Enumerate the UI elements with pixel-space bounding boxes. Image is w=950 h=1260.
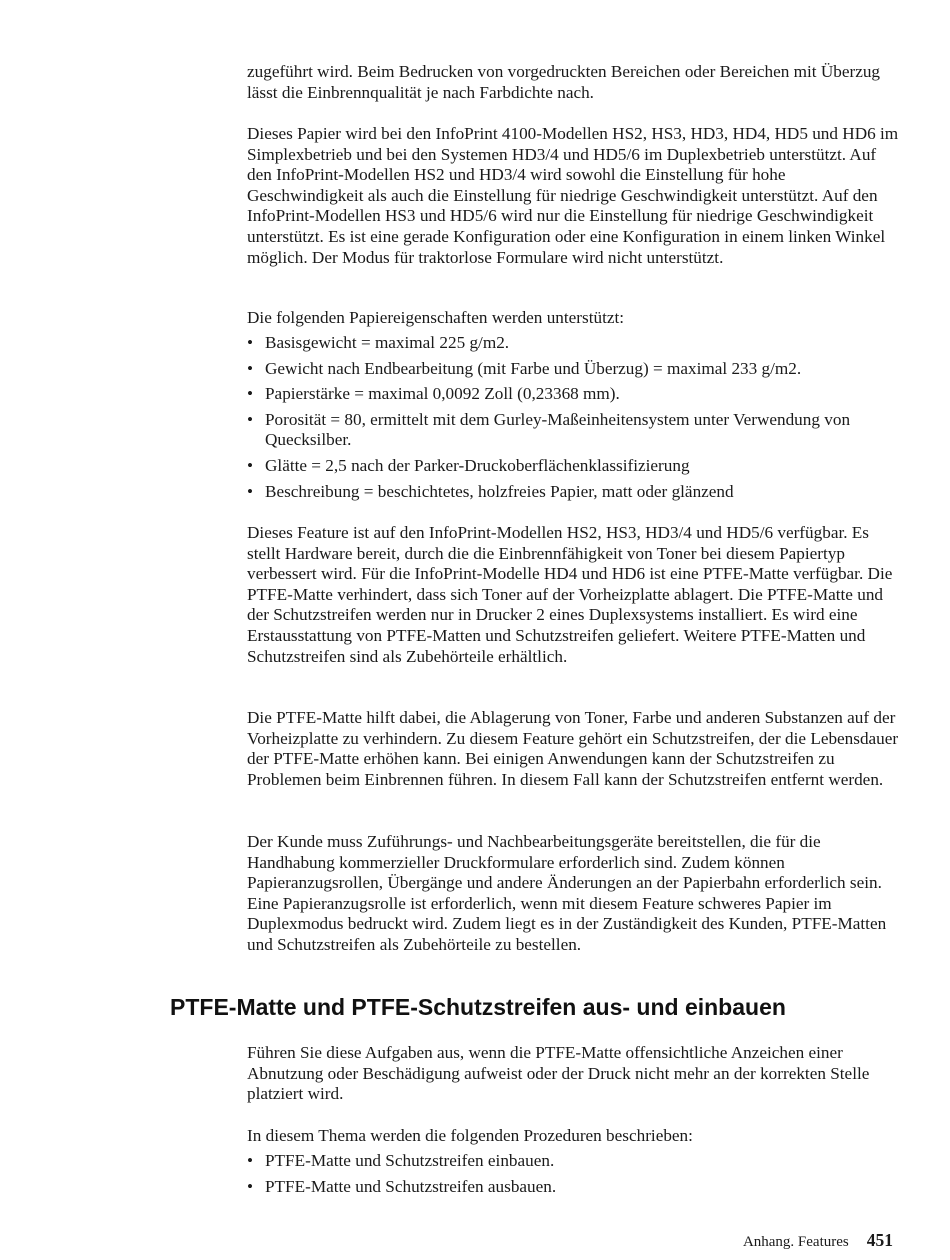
list-item: • Porosität = 80, ermittelt mit dem Gurley-Maßeinheitensystem unter Verwendung von Quecksilber. (247, 409, 851, 450)
paragraph-paper-support: Dieses Papier wird bei den InfoPrint 4100-Modellen HS2, HS3, HD3, HD4, HD5 und HD6 im Simplexbetrieb und bei den Systemen HD3/4 und HD5/6 im Duplexbetrieb unterstützt. Auf den InfoPrint-Modellen HS2 und HD3/4 wird sowohl die Einstellung für hohe Geschwindigkeit als auch die Einstellung für niedrige Geschwindigkeit unterstützt. Auf den InfoPrint-Modellen HS3 und HD5/6 wird nur die Einstellung für niedrige Geschwindigkeit unterstützt. Es ist eine gerade Konfiguration oder eine Konfiguration in einem linken Winkel möglich. Der Modus für traktorlose Formulare wird nicht unterstützt. (247, 124, 899, 267)
list-item: • PTFE-Matte und Schutzstreifen einbauen. (247, 1151, 555, 1170)
list-item: • Papierstärke = maximal 0,0092 Zoll (0,23368 mm). (247, 384, 620, 404)
paragraph-procedures-intro: In diesem Thema werden die folgenden Prozeduren beschrieben: (247, 1126, 693, 1145)
list-item: • Gewicht nach Endbearbeitung (mit Farbe und Überzug) = maximal 233 g/m2. (247, 358, 802, 378)
page-footer (743, 1229, 893, 1253)
list-item: • Glätte = 2,5 nach der Parker-Druckoberflächenklassifizierung (247, 455, 690, 475)
paragraph-feature-availability: Dieses Feature ist auf den InfoPrint-Modellen HS2, HS3, HD3/4 und HD5/6 verfügbar. Es stellt Hardware bereit, durch die die Einbrennfähigkeit von Toner bei diesem Papiertyp verbessert wird. Für die InfoPrint-Modelle HD4 und HD6 ist eine PTFE-Matte verfügbar. Die PTFE-Matte verhindert, dass sich Toner auf der Vorheizplatte ablagert. Die PTFE-Matte und der Schutzstreifen werden nur in Drucker 2 eines Duplexsystems installiert. Es wird eine Erstausstattung von PTFE-Matten und Schutzstreifen geliefert. Weitere PTFE-Matten und Schutzstreifen sind als Zubehörteile erhältlich. (247, 523, 893, 666)
list-item: • Beschreibung = beschichtetes, holzfreies Papier, matt oder glänzend (247, 481, 734, 501)
paragraph-task-description: Führen Sie diese Aufgaben aus, wenn die PTFE-Matte offensichtliche Anzeichen einer Abnutzung oder Beschädigung aufweist oder der Druck nicht mehr an der korrekten Stelle platziert wird. (247, 1043, 870, 1104)
section-heading: PTFE-Matte und PTFE-Schutzstreifen aus- und einbauen (170, 994, 786, 1020)
page-number: 451 (866, 1230, 893, 1250)
paragraph-properties-intro: Die folgenden Papiereigenschaften werden unterstützt: (247, 308, 625, 327)
paragraph-customer-responsibility: Der Kunde muss Zuführungs- und Nachbearbeitungsgeräte bereitstellen, die für die Handhabung kommerzieller Druckformulare erforderlich sind. Zudem können Papieranzugsrollen, Übergänge und andere Änderungen an der Papierbahn erforderlich sein. Eine Papieranzugsrolle ist erforderlich, wenn mit diesem Feature schweres Papier im Duplexmodus bedruckt wird. Zudem liegt es in der Zuständigkeit des Kunden, PTFE-Matten und Schutzstreifen als Zubehörteile zu bestellen. (247, 832, 887, 954)
footer-section-label: Anhang. Features (742, 1234, 849, 1250)
list-item: • Basisgewicht = maximal 225 g/m2. (247, 333, 510, 352)
paper-properties-list (247, 333, 899, 507)
paragraph-ptfe-mat-purpose: Die PTFE-Matte hilft dabei, die Ablagerung von Toner, Farbe und anderen Substanzen auf der Vorheizplatte zu verhindern. Zu diesem Feature gehört ein Schutzstreifen, der die Lebensdauer der PTFE-Matte erhöhen kann. Bei einigen Anwendungen kann der Schutzstreifen zu Problemen beim Einbrennen führen. In diesem Fall kann der Schutzstreifen entfernt werden. (247, 708, 899, 789)
paragraph-intro-continuation: zugeführt wird. Beim Bedrucken von vorgedruckten Bereichen oder Bereichen mit Überzug lässt die Einbrennqualität je nach Farbdichte nach. (247, 62, 881, 102)
procedures-list (247, 1151, 899, 1202)
list-item: • PTFE-Matte und Schutzstreifen ausbauen. (247, 1176, 557, 1196)
